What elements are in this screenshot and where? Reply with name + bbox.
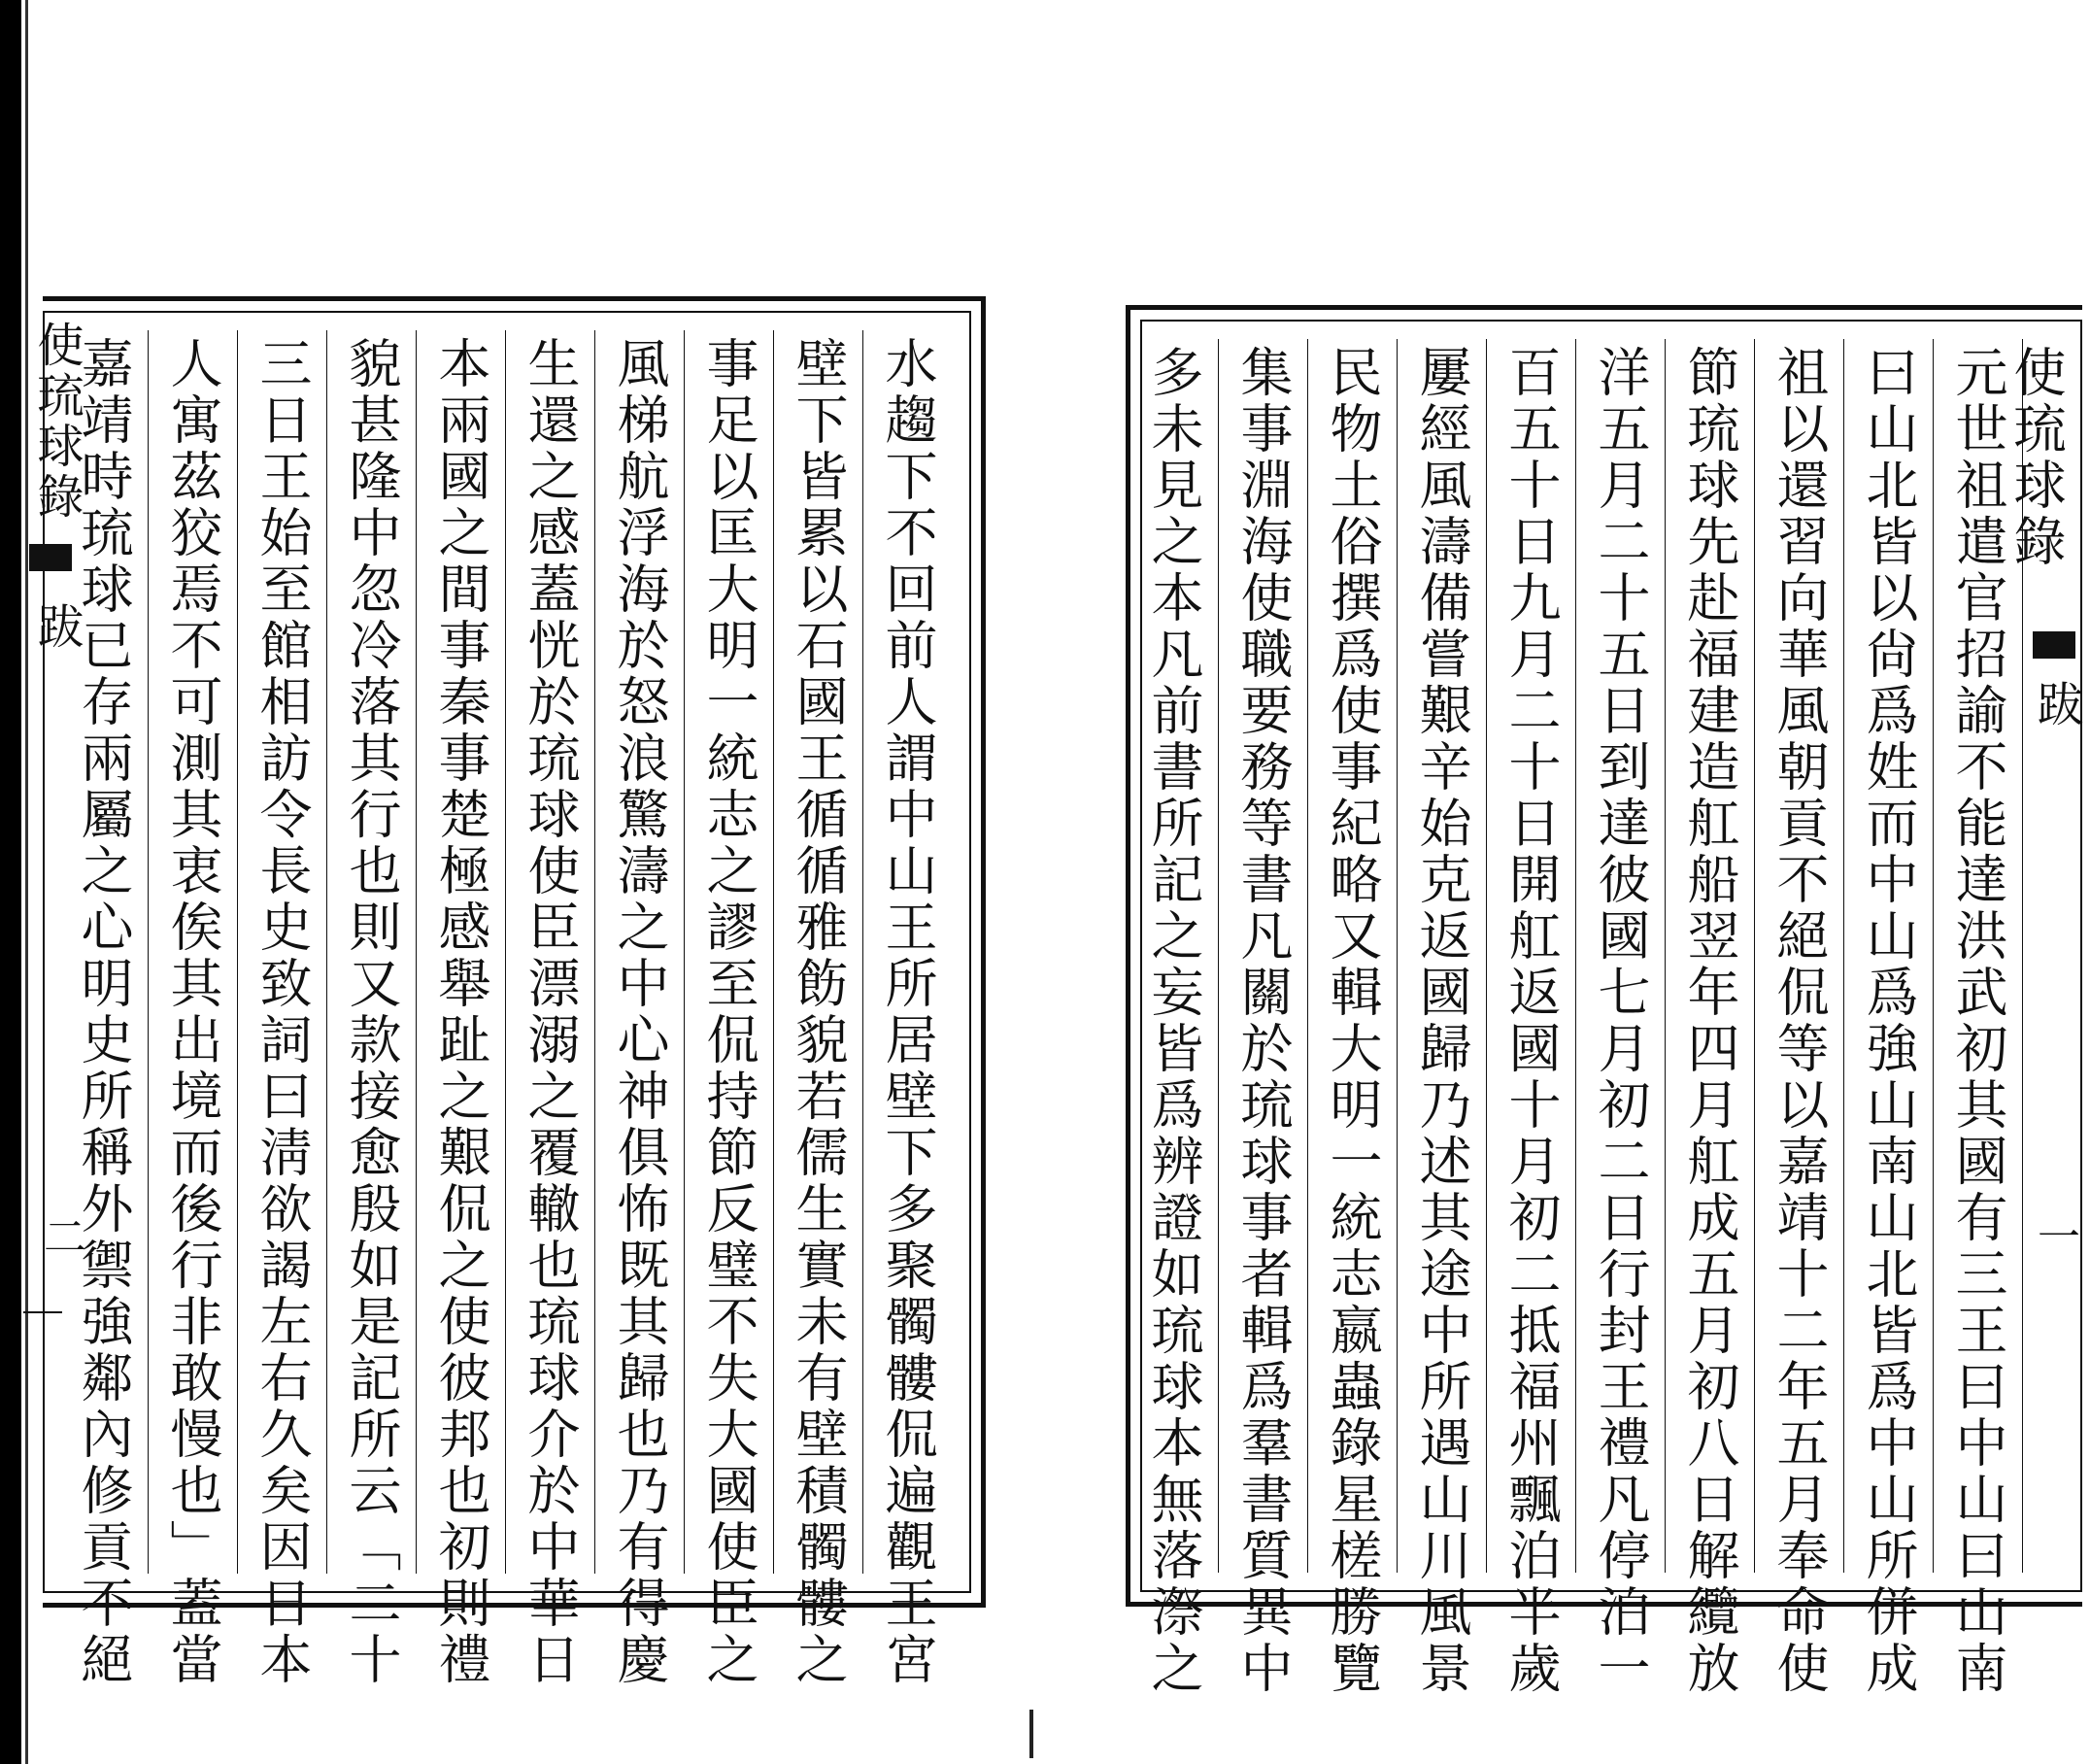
right-margin-suffix: 跋 bbox=[2029, 680, 2083, 730]
text-column: 民物土俗撰爲使事紀略又輯大明一統志嬴蟲錄星槎勝覽 bbox=[1307, 339, 1397, 1573]
text-column: 多未見之本凡前書所記之妄皆爲辨證如琉球本無落漈之 bbox=[1143, 345, 1204, 1697]
left-margin-title: 使琉球錄 bbox=[29, 321, 84, 523]
text-column: 元世祖遣官招諭不能達洪武初其國有三王曰中山曰山南 bbox=[1933, 339, 2022, 1573]
text-column: 嘉靖時琉球已存兩屬之心明史所稱外禦強鄰內修貢不絕 bbox=[73, 336, 134, 1688]
text-column: 本兩國之間事秦事楚極感舉趾之艱侃之使彼邦也初則禮 bbox=[416, 330, 505, 1574]
left-page-inner-border bbox=[43, 311, 971, 1688]
fish-tail-mark bbox=[2033, 631, 2075, 659]
text-column: 壁下皆累以石國王循循雅飭貌若儒生實未有壁積髑髏之 bbox=[773, 330, 862, 1574]
page-number-rule bbox=[23, 1311, 62, 1313]
left-page-number: 二 bbox=[36, 1214, 85, 1257]
text-column: 節琉球先赴福建造舡船翌年四月舡成五月初八日解纜放 bbox=[1665, 339, 1754, 1573]
right-page-columns bbox=[1143, 339, 2080, 1697]
text-column: 貌甚隆中忽冷落其行也則又款接愈殷如是記所云「二十 bbox=[326, 330, 416, 1574]
right-page-inner-border bbox=[1140, 320, 2082, 1697]
text-column: 人寓茲狡焉不可測其衷俟其出境而後行非敢慢也」蓋當 bbox=[148, 330, 237, 1574]
left-margin-suffix: 跋 bbox=[29, 602, 84, 653]
text-column: 百五十日九月二十日開舡返國十月初二抵福州飄泊半歲 bbox=[1486, 339, 1575, 1573]
text-column: 生還之感蓋恍於琉球使臣漂溺之覆轍也琉球介於中華日 bbox=[505, 330, 594, 1574]
right-page-number: 一 bbox=[2030, 1214, 2079, 1257]
center-fold-mark bbox=[1029, 1710, 1033, 1758]
left-page bbox=[0, 0, 1032, 1764]
right-page bbox=[1032, 0, 2083, 1764]
text-column: 祖以還習向華風朝貢不絕侃等以嘉靖十二年五月奉命使 bbox=[1754, 339, 1843, 1573]
margin-column: 使琉球錄 bbox=[2022, 339, 2080, 1573]
text-column: 洋五月二十五日到達彼國七月初二日行封王禮凡停泊一 bbox=[1575, 339, 1665, 1573]
text-column: 三日王始至館相訪令長史致詞曰淸欲謁左右久矣因日本 bbox=[237, 330, 326, 1574]
text-column: 風梯航浮海於怒浪驚濤之中心神俱怖既其歸也乃有得慶 bbox=[594, 330, 684, 1574]
text-column: 事足以匡大明一統志之謬至侃持節反璧不失大國使臣之 bbox=[684, 330, 773, 1574]
left-page-frame bbox=[43, 296, 986, 1688]
text-column: 集事淵海使職要務等書凡關於琉球事者輯爲羣書質異中 bbox=[1218, 339, 1307, 1573]
right-page-frame bbox=[1126, 305, 2082, 1697]
text-column: 水趨下不回前人謂中山王所居壁下多聚髑髏侃遍觀王宮 bbox=[862, 330, 952, 1574]
left-page-columns bbox=[73, 330, 952, 1688]
fish-tail-mark bbox=[29, 544, 72, 571]
text-column: 曰山北皆以尙爲姓而中山爲強山南山北皆爲中山所併成 bbox=[1843, 339, 1933, 1573]
text-column: 屢經風濤備嘗艱辛始克返國歸乃述其途中所遇山川風景 bbox=[1397, 339, 1486, 1573]
